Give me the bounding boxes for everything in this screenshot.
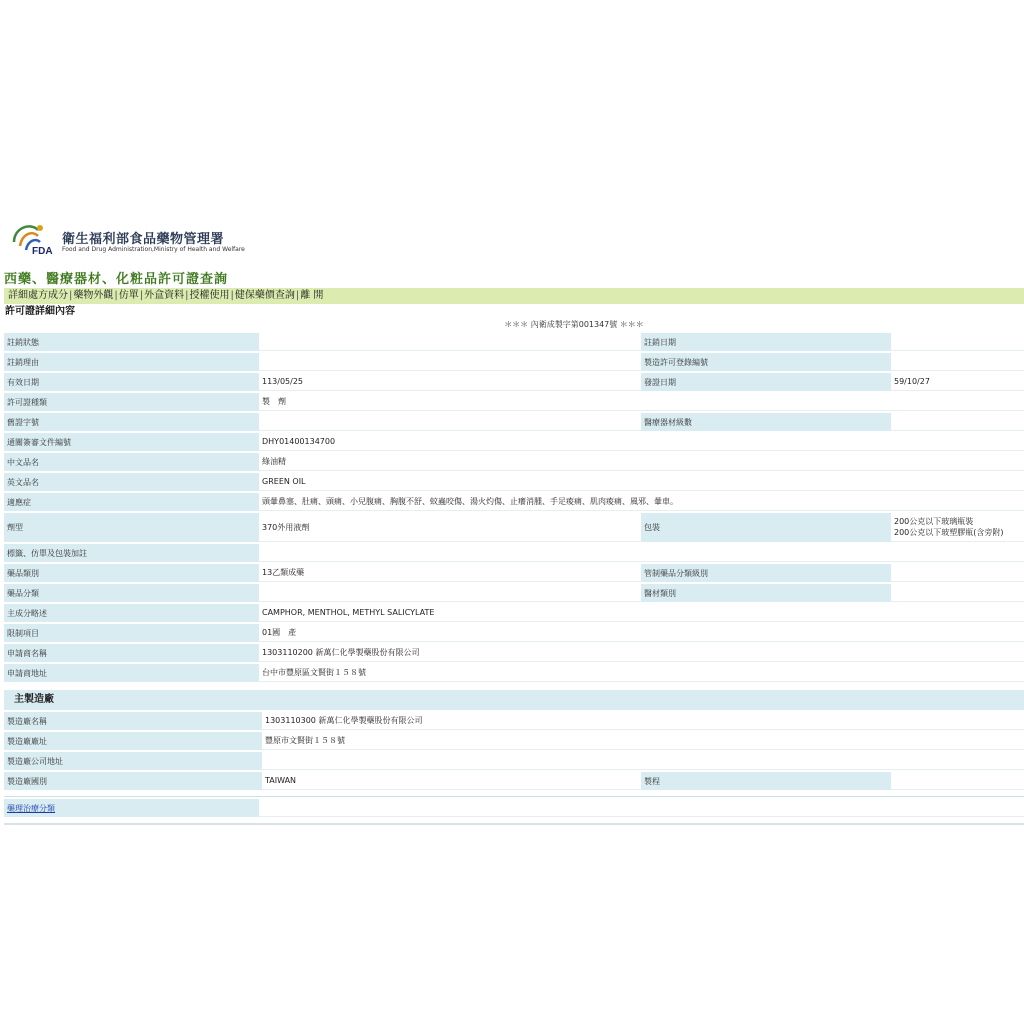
atc-value [259, 799, 1024, 817]
cn-name-value: 綠油精 [259, 453, 1024, 471]
en-name-label: 英文品名 [4, 473, 259, 491]
menu-separator: | [69, 290, 73, 301]
table-row [4, 712, 1024, 730]
table-row [4, 799, 1024, 817]
en-name-value: GREEN OIL [259, 473, 1024, 491]
mfr-country-label: 製造廠國別 [4, 772, 262, 790]
manufacturer-section-title: 主製造廠 [4, 690, 1024, 710]
table-row [4, 624, 1024, 642]
package-line-1: 200公克以下玻璃瓶裝 [894, 517, 974, 526]
table-row [4, 584, 1024, 602]
table-row [4, 513, 1024, 542]
menu-item-box-info[interactable]: 外盒資料 [144, 290, 185, 301]
cancel-date-label: 註銷日期 [641, 333, 891, 351]
fda-logo-icon [10, 220, 62, 256]
header-logo[interactable] [4, 218, 1024, 260]
table-row [4, 453, 1024, 471]
mfr-factory-address-label: 製造廠廠址 [4, 732, 262, 750]
cancel-reason-label: 註銷理由 [4, 353, 259, 371]
menu-item-exit[interactable]: 離 開 [300, 290, 324, 301]
atc-cell [4, 799, 259, 817]
menu-item-authorization[interactable]: 授權使用 [189, 290, 230, 301]
package-line-2: 200公克以下玻塑膠瓶(含旁附) [894, 528, 1004, 537]
control-level-label: 管制藥品分類級別 [641, 564, 891, 582]
table-row [4, 493, 1024, 511]
bottom-divider [4, 819, 1024, 825]
indication-value: 頭暈鼻塞、肚痛、頭痛、小兒腹痛、胸腹不舒、蚊蟲咬傷、湯火灼傷、止癢消腫、手足痠痛、肌肉痠痛、風邪、暈車。 [259, 493, 1024, 511]
table-row [4, 752, 1024, 770]
mfr-name-label: 製造廠名稱 [4, 712, 262, 730]
cn-name-label: 中文品名 [4, 453, 259, 471]
table-row [4, 664, 1024, 682]
mfr-company-address-value [262, 752, 1024, 770]
main-ingredients-label: 主成分略述 [4, 604, 259, 622]
table-row [4, 473, 1024, 491]
mfr-country-value: TAIWAN [262, 772, 641, 790]
mfr-company-address-label: 製造廠公司地址 [4, 752, 262, 770]
license-type-label: 許可證種類 [4, 393, 259, 411]
atc-classification-link[interactable]: 藥理治療分類 [7, 803, 55, 813]
applicant-name-value: 1303110200 新萬仁化學製藥股份有限公司 [259, 644, 1024, 662]
table-row [4, 732, 1024, 750]
device-count-value [891, 413, 1024, 431]
customs-doc-no-label: 通關簽審文件編號 [4, 433, 259, 451]
mfr-process-label: 製程 [641, 772, 891, 790]
menu-separator: | [295, 290, 300, 301]
restriction-value: 01國 產 [259, 624, 1024, 642]
indication-label: 適應症 [4, 493, 259, 511]
label-note-label: 標籤、仿單及包裝加註 [4, 544, 259, 562]
table-row [4, 544, 1024, 562]
menu-item-nhi-price[interactable]: 健保藥價查詢 [234, 290, 295, 301]
menu-separator: | [139, 290, 144, 301]
issue-date-label: 發證日期 [641, 373, 891, 391]
table-row [4, 564, 1024, 582]
agency-name-en: Food and Drug Administration,Ministry of Health and Welfare [62, 246, 245, 253]
table-row [4, 433, 1024, 451]
table-row [4, 413, 1024, 431]
package-label: 包裝 [641, 513, 891, 542]
mfr-process-value [891, 772, 1024, 790]
table-row [4, 373, 1024, 391]
drug-category-value: 13乙類成藥 [259, 564, 641, 582]
dosage-form-label: 劑型 [4, 513, 259, 542]
menu-item-prescription[interactable]: 詳細處方成分 [8, 290, 68, 301]
table-row [4, 772, 1024, 790]
mfr-factory-address-value: 豐原市文賢街１５８號 [262, 732, 1024, 750]
drug-category-label: 藥品類別 [4, 564, 259, 582]
label-note-value [259, 544, 1024, 562]
table-row [4, 393, 1024, 411]
table-row [4, 333, 1024, 351]
table-row [4, 644, 1024, 662]
applicant-name-label: 申請商名稱 [4, 644, 259, 662]
dosage-form-value: 370外用液劑 [259, 513, 641, 542]
reg-status-label: 註銷狀態 [4, 333, 259, 351]
menu-separator: | [230, 290, 234, 301]
drug-class-label: 藥品分類 [4, 584, 259, 602]
mfg-license-no-label: 製造許可登錄編號 [641, 353, 891, 371]
license-notice: ＊＊＊ 內衛成製字第001347號 ＊＊＊ [504, 320, 644, 329]
page-title: 西藥、醫療器材、化粧品許可證查詢 [4, 272, 229, 287]
menu-separator: | [185, 290, 189, 301]
applicant-address-label: 申請商地址 [4, 664, 259, 682]
issue-date-value: 59/10/27 [891, 373, 1024, 391]
manufacturer-table [4, 710, 1024, 792]
menu-item-appearance[interactable]: 藥物外觀 [73, 290, 114, 301]
valid-date-value: 113/05/25 [259, 373, 641, 391]
atc-table [4, 796, 1024, 819]
main-ingredients-value: CAMPHOR, MENTHOL, METHYL SALICYLATE [259, 604, 1024, 622]
license-type-value: 製 劑 [259, 393, 1024, 411]
customs-doc-no-value: DHY01400134700 [259, 433, 1024, 451]
agency-name: 衛生福利部食品藥物管理署 [62, 232, 225, 247]
drug-class-value [259, 584, 641, 602]
table-row [4, 604, 1024, 622]
mfg-license-no-value [891, 353, 1024, 371]
device-count-label: 醫療器材級數 [641, 413, 891, 431]
menu-item-leaflet[interactable]: 仿單 [118, 290, 139, 301]
table-row [4, 353, 1024, 371]
device-class-label: 醫材類別 [641, 584, 891, 602]
license-detail-table [4, 331, 1024, 684]
old-license-no-value [259, 413, 641, 431]
restriction-label: 限制項目 [4, 624, 259, 642]
applicant-address-value: 台中市豐原區文賢街１５８號 [259, 664, 1024, 682]
cancel-reason-value [259, 353, 641, 371]
control-level-value [891, 564, 1024, 582]
old-license-no-label: 舊證字號 [4, 413, 259, 431]
reg-status-value [259, 333, 641, 351]
valid-date-label: 有效日期 [4, 373, 259, 391]
mfr-name-value: 1303110300 新萬仁化學製藥股份有限公司 [262, 712, 1024, 730]
section-title: 許可證詳細內容 [5, 306, 75, 317]
device-class-value [891, 584, 1024, 602]
menu-separator: | [114, 290, 118, 301]
package-value [891, 513, 1024, 542]
page-container [4, 218, 1024, 825]
top-menu-bar [4, 288, 1024, 304]
cancel-date-value [891, 333, 1024, 351]
logo-fda-text: FDA [32, 246, 53, 256]
